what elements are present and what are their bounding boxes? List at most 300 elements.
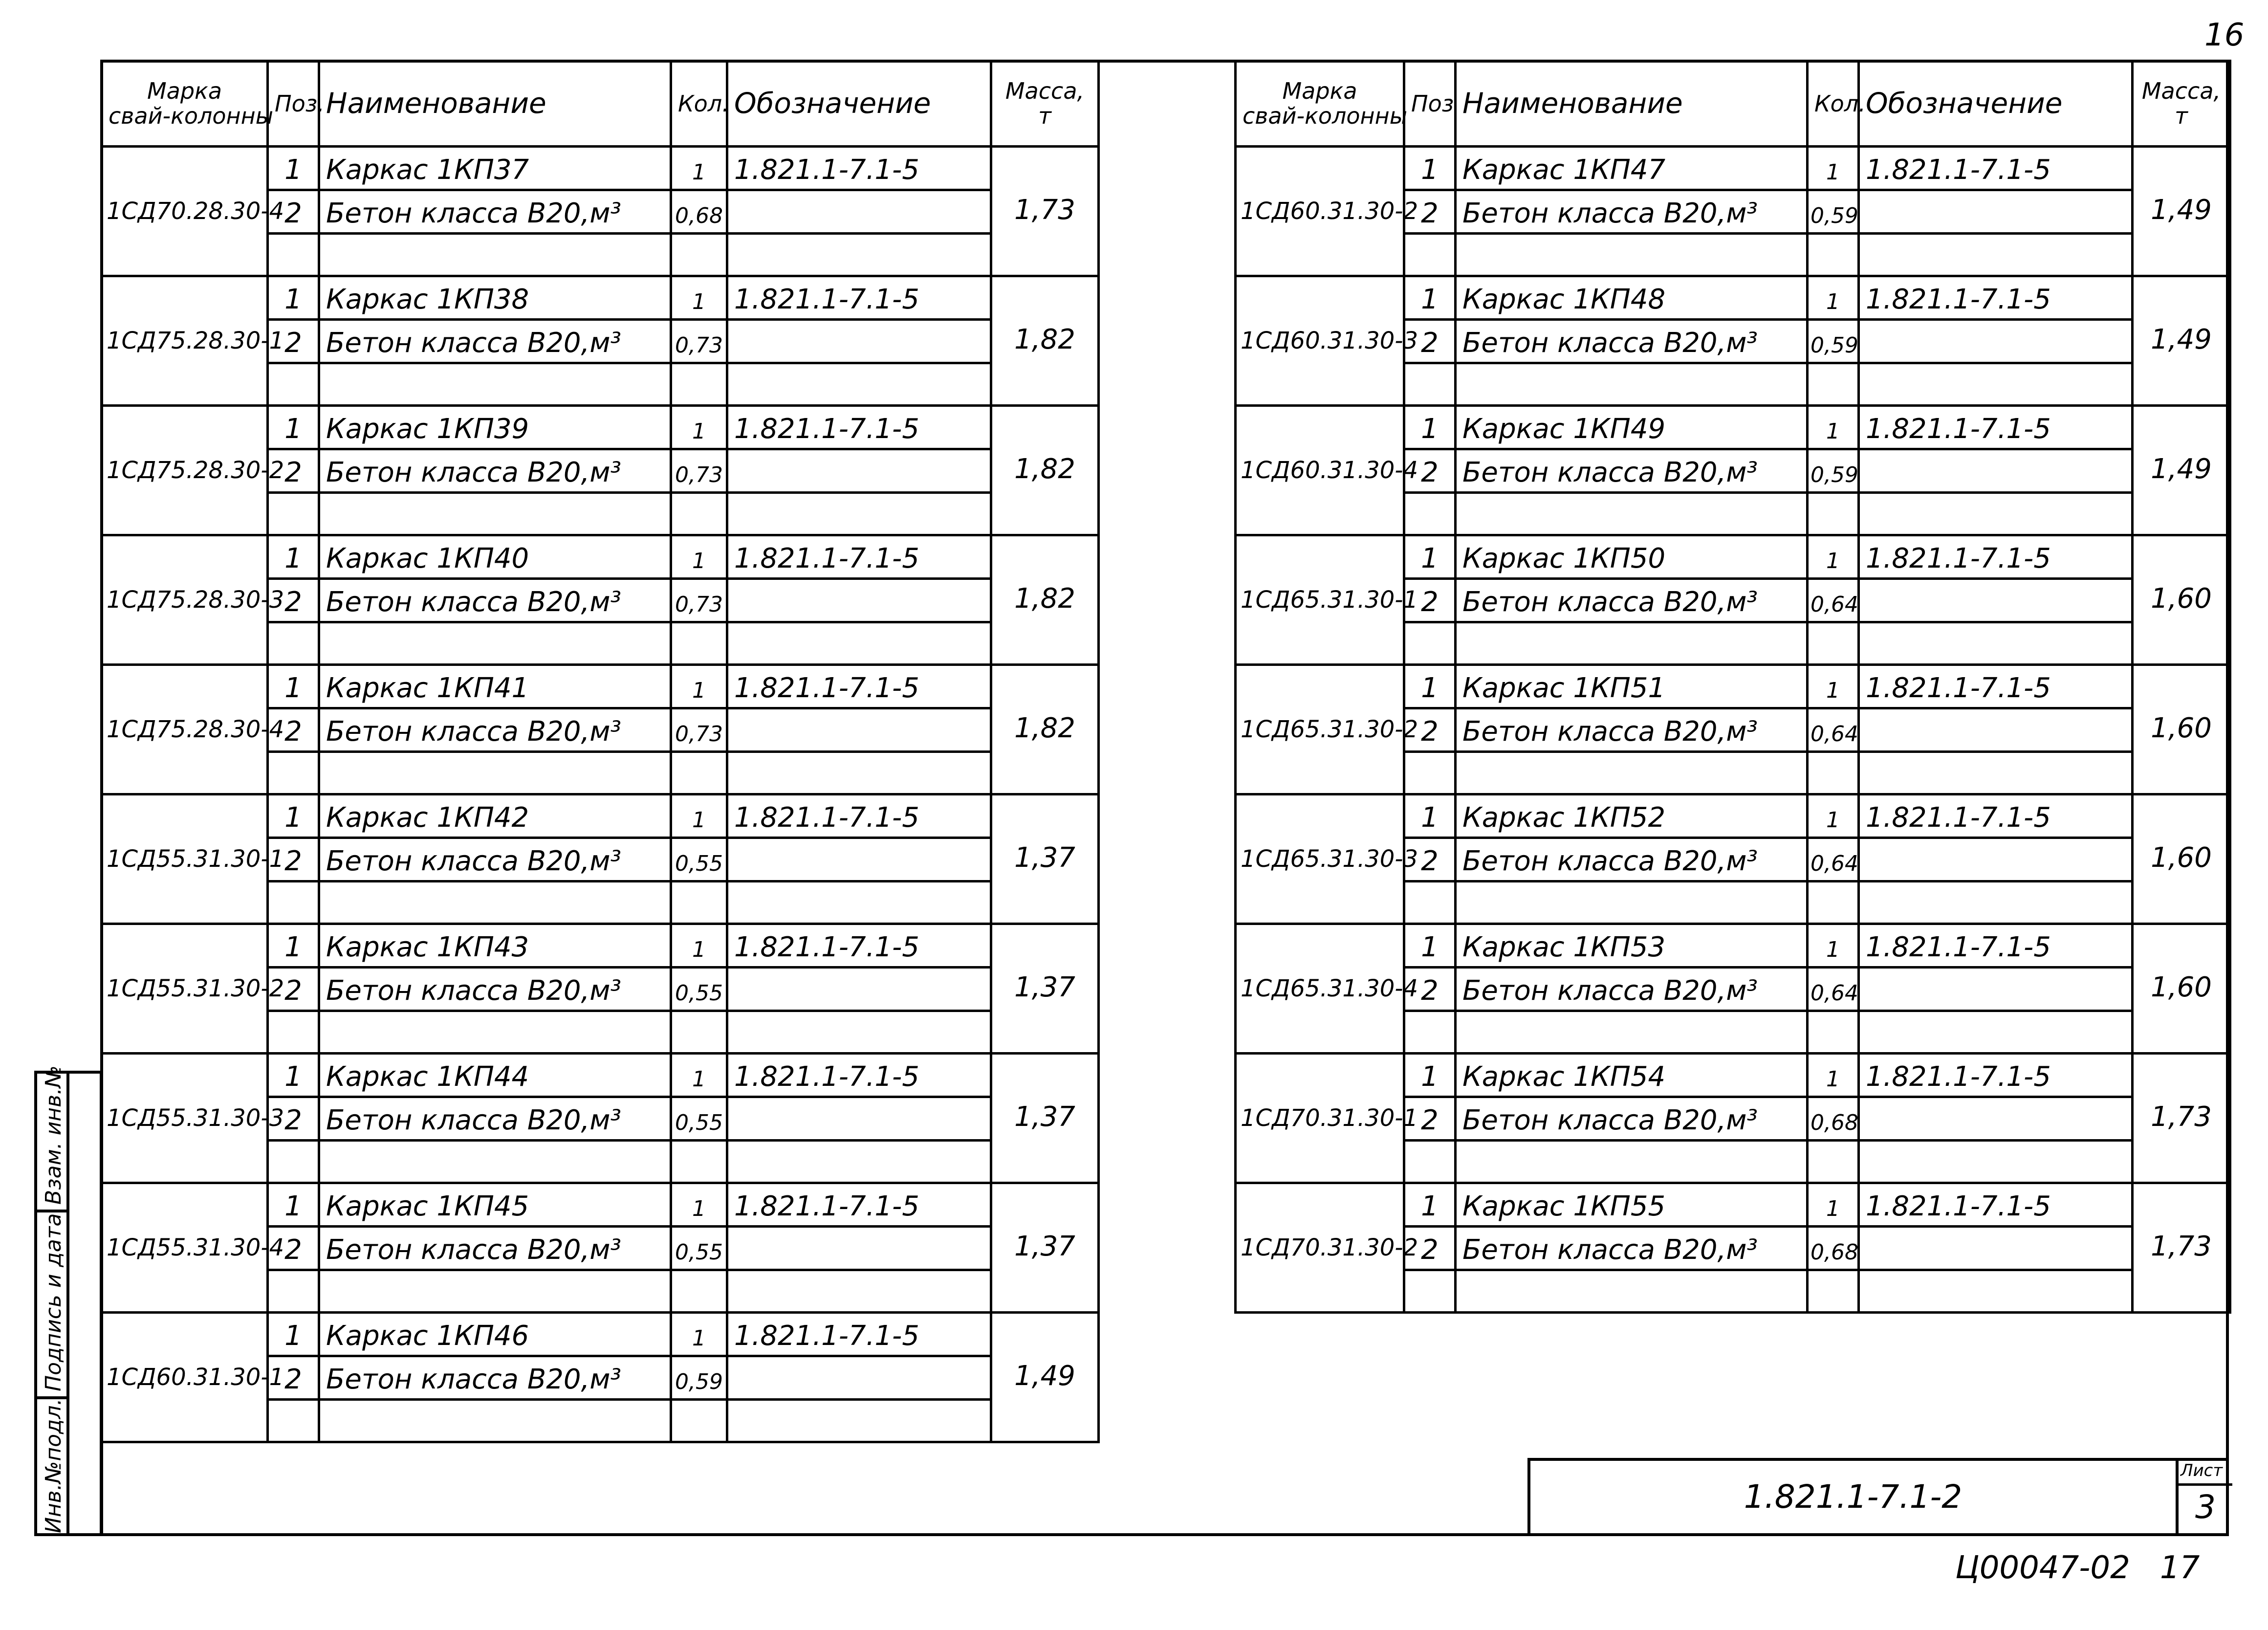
name-cell: Каркас 1КП47 bbox=[1456, 147, 1808, 190]
mass-cell: 1,60 bbox=[2133, 794, 2230, 924]
designation-cell bbox=[1859, 449, 2133, 493]
pos-cell bbox=[268, 363, 319, 406]
pos-cell: 2 bbox=[268, 1097, 319, 1141]
designation-cell bbox=[727, 1356, 991, 1400]
name-cell: Каркас 1КП46 bbox=[319, 1313, 671, 1356]
table-row bbox=[102, 924, 1099, 968]
designation-cell bbox=[1859, 234, 2133, 276]
qty-cell: 0,68 bbox=[1808, 1227, 1859, 1270]
name-cell: Бетон класса В20,м³ bbox=[1456, 838, 1808, 881]
designation-cell bbox=[727, 579, 991, 622]
name-cell: Бетон класса В20,м³ bbox=[319, 1356, 671, 1400]
pos-cell bbox=[268, 881, 319, 924]
header-marka bbox=[1236, 61, 1408, 147]
name-cell bbox=[319, 1270, 671, 1313]
mass-cell: 1,60 bbox=[2133, 665, 2230, 794]
mass-cell: 1,60 bbox=[2133, 535, 2230, 665]
name-cell: Бетон класса В20,м³ bbox=[319, 838, 671, 881]
right-table-header bbox=[1236, 61, 2230, 147]
designation-cell: 1.821.1-7.1-5 bbox=[1859, 147, 2133, 190]
designation-cell: 1.821.1-7.1-5 bbox=[1859, 406, 2133, 449]
mass-cell: 1,82 bbox=[991, 406, 1099, 535]
mass-cell: 1,37 bbox=[991, 1183, 1099, 1313]
table-row bbox=[102, 147, 1099, 190]
marka-cell: 1СД55.31.30-4 bbox=[102, 1183, 268, 1313]
name-cell bbox=[1456, 363, 1808, 406]
designation-cell bbox=[727, 838, 991, 881]
header-name: Наименование bbox=[319, 61, 671, 147]
qty-cell: 1 bbox=[1808, 1183, 1859, 1227]
pos-cell bbox=[1404, 1270, 1456, 1313]
table-row bbox=[1236, 1054, 2230, 1097]
marka-cell: 1СД65.31.30-1 bbox=[1236, 535, 1404, 665]
pos-cell: 2 bbox=[268, 708, 319, 752]
pos-cell bbox=[268, 752, 319, 794]
qty-cell: 1 bbox=[1808, 924, 1859, 968]
qty-cell bbox=[671, 1011, 727, 1054]
qty-cell bbox=[1808, 493, 1859, 535]
name-cell: Бетон класса В20,м³ bbox=[1456, 708, 1808, 752]
left-table-body bbox=[102, 147, 1099, 1442]
name-cell: Бетон класса В20,м³ bbox=[1456, 449, 1808, 493]
designation-cell bbox=[727, 320, 991, 363]
qty-cell: 0,64 bbox=[1808, 968, 1859, 1011]
designation-cell bbox=[1859, 752, 2133, 794]
marka-cell: 1СД60.31.30-4 bbox=[1236, 406, 1404, 535]
name-cell: Бетон класса В20,м³ bbox=[319, 708, 671, 752]
designation-cell bbox=[1859, 493, 2133, 535]
marka-cell: 1СД70.31.30-2 bbox=[1236, 1183, 1404, 1313]
qty-cell: 0,55 bbox=[671, 838, 727, 881]
designation-cell bbox=[1859, 622, 2133, 665]
designation-cell: 1.821.1-7.1-5 bbox=[1859, 1183, 2133, 1227]
qty-cell: 1 bbox=[1808, 1054, 1859, 1097]
pos-cell bbox=[1404, 234, 1456, 276]
name-cell: Бетон класса В20,м³ bbox=[319, 190, 671, 234]
header-marka bbox=[102, 61, 274, 147]
designation-cell: 1.821.1-7.1-5 bbox=[727, 665, 991, 708]
qty-cell: 1 bbox=[671, 1054, 727, 1097]
qty-cell: 1 bbox=[1808, 276, 1859, 320]
qty-cell bbox=[671, 1141, 727, 1183]
name-cell: Каркас 1КП37 bbox=[319, 147, 671, 190]
name-cell: Бетон класса В20,м³ bbox=[1456, 1227, 1808, 1270]
mass-cell: 1,73 bbox=[991, 147, 1099, 276]
header-name: Наименование bbox=[1456, 61, 1808, 147]
header-qty: Кол. bbox=[1808, 61, 1859, 147]
table-row bbox=[1236, 147, 2230, 190]
name-cell: Бетон класса В20,м³ bbox=[319, 1227, 671, 1270]
pos-cell bbox=[1404, 1141, 1456, 1183]
designation-cell: 1.821.1-7.1-5 bbox=[727, 1313, 991, 1356]
qty-cell: 0,68 bbox=[671, 190, 727, 234]
name-cell: Каркас 1КП39 bbox=[319, 406, 671, 449]
name-cell bbox=[319, 1141, 671, 1183]
pos-cell: 2 bbox=[268, 1356, 319, 1400]
qty-cell: 1 bbox=[671, 1183, 727, 1227]
designation-cell bbox=[727, 1141, 991, 1183]
designation-cell: 1.821.1-7.1-5 bbox=[727, 794, 991, 838]
pos-cell bbox=[268, 234, 319, 276]
header-designation: Обозначение bbox=[1859, 61, 2133, 147]
header-mass-line2: т bbox=[2175, 103, 2188, 129]
qty-cell: 0,55 bbox=[671, 1227, 727, 1270]
name-cell bbox=[319, 752, 671, 794]
pos-cell: 1 bbox=[268, 924, 319, 968]
name-cell: Каркас 1КП44 bbox=[319, 1054, 671, 1097]
name-cell: Каркас 1КП52 bbox=[1456, 794, 1808, 838]
designation-cell bbox=[727, 493, 991, 535]
side-stamp-divider bbox=[66, 1074, 69, 1533]
pos-cell: 1 bbox=[1404, 147, 1456, 190]
designation-cell bbox=[727, 363, 991, 406]
name-cell bbox=[1456, 234, 1808, 276]
pos-cell: 2 bbox=[1404, 320, 1456, 363]
qty-cell: 1 bbox=[1808, 406, 1859, 449]
designation-cell: 1.821.1-7.1-5 bbox=[727, 406, 991, 449]
qty-cell: 1 bbox=[671, 1313, 727, 1356]
right-spec-table bbox=[1234, 60, 2231, 1314]
pos-cell: 1 bbox=[1404, 794, 1456, 838]
pos-cell: 2 bbox=[268, 1227, 319, 1270]
vzam-inv-label: Взам. инв.№ bbox=[41, 1065, 66, 1205]
designation-cell bbox=[727, 622, 991, 665]
pos-cell bbox=[1404, 622, 1456, 665]
designation-cell bbox=[1859, 838, 2133, 881]
name-cell bbox=[319, 1400, 671, 1442]
name-cell: Бетон класса В20,м³ bbox=[319, 1097, 671, 1141]
mass-cell: 1,49 bbox=[2133, 147, 2230, 276]
designation-cell: 1.821.1-7.1-5 bbox=[1859, 276, 2133, 320]
pos-cell: 2 bbox=[1404, 708, 1456, 752]
pos-cell: 1 bbox=[1404, 406, 1456, 449]
table-row bbox=[102, 406, 1099, 449]
name-cell: Бетон класса В20,м³ bbox=[1456, 1097, 1808, 1141]
designation-cell: 1.821.1-7.1-5 bbox=[727, 276, 991, 320]
qty-cell bbox=[671, 1400, 727, 1442]
designation-cell bbox=[1859, 1011, 2133, 1054]
left-table-header bbox=[102, 61, 1099, 147]
qty-cell bbox=[1808, 881, 1859, 924]
name-cell: Каркас 1КП51 bbox=[1456, 665, 1808, 708]
name-cell bbox=[1456, 493, 1808, 535]
name-cell bbox=[1456, 1270, 1808, 1313]
name-cell: Бетон класса В20,м³ bbox=[1456, 968, 1808, 1011]
designation-cell bbox=[1859, 1097, 2133, 1141]
designation-cell bbox=[727, 190, 991, 234]
table-row bbox=[102, 794, 1099, 838]
designation-cell: 1.821.1-7.1-5 bbox=[1859, 1054, 2133, 1097]
header-mass-line1: Масса, bbox=[2141, 78, 2221, 105]
mass-cell: 1,82 bbox=[991, 535, 1099, 665]
qty-cell: 1 bbox=[1808, 535, 1859, 579]
pos-cell: 1 bbox=[268, 1183, 319, 1227]
pos-cell: 1 bbox=[268, 794, 319, 838]
mass-cell: 1,73 bbox=[2133, 1054, 2230, 1183]
name-cell: Бетон класса В20,м³ bbox=[319, 449, 671, 493]
pos-cell: 2 bbox=[1404, 1097, 1456, 1141]
name-cell: Каркас 1КП38 bbox=[319, 276, 671, 320]
qty-cell: 0,73 bbox=[671, 579, 727, 622]
pos-cell: 1 bbox=[1404, 1054, 1456, 1097]
header-mass-line2: т bbox=[1038, 103, 1051, 129]
table-row bbox=[1236, 1183, 2230, 1227]
pos-cell bbox=[1404, 881, 1456, 924]
name-cell bbox=[319, 234, 671, 276]
table-row bbox=[102, 535, 1099, 579]
name-cell: Бетон класса В20,м³ bbox=[1456, 190, 1808, 234]
designation-cell: 1.821.1-7.1-5 bbox=[1859, 924, 2133, 968]
qty-cell: 0,73 bbox=[671, 449, 727, 493]
mass-cell: 1,37 bbox=[991, 924, 1099, 1054]
pos-cell: 1 bbox=[268, 1054, 319, 1097]
pos-cell: 2 bbox=[268, 579, 319, 622]
pos-cell: 2 bbox=[1404, 449, 1456, 493]
designation-cell bbox=[1859, 708, 2133, 752]
designation-cell: 1.821.1-7.1-5 bbox=[727, 1054, 991, 1097]
designation-cell: 1.821.1-7.1-5 bbox=[727, 147, 991, 190]
designation-cell: 1.821.1-7.1-5 bbox=[1859, 665, 2133, 708]
name-cell bbox=[1456, 1141, 1808, 1183]
pos-cell: 2 bbox=[1404, 968, 1456, 1011]
sign-date-label: Подпись и дата bbox=[41, 1213, 66, 1391]
qty-cell: 0,59 bbox=[671, 1356, 727, 1400]
pos-cell bbox=[1404, 752, 1456, 794]
qty-cell bbox=[1808, 1141, 1859, 1183]
pos-cell: 2 bbox=[268, 968, 319, 1011]
header-marka-line1: Марка bbox=[1282, 78, 1357, 105]
inv-podl-label: Инв.№подл. bbox=[41, 1398, 66, 1533]
designation-cell bbox=[1859, 1141, 2133, 1183]
designation-cell bbox=[727, 449, 991, 493]
pos-cell: 2 bbox=[1404, 838, 1456, 881]
qty-cell: 0,73 bbox=[671, 320, 727, 363]
table-row bbox=[1236, 276, 2230, 320]
designation-cell bbox=[1859, 968, 2133, 1011]
name-cell: Каркас 1КП53 bbox=[1456, 924, 1808, 968]
marka-cell: 1СД75.28.30-4 bbox=[102, 665, 268, 794]
table-row bbox=[1236, 665, 2230, 708]
designation-cell: 1.821.1-7.1-5 bbox=[1859, 535, 2133, 579]
pos-cell: 1 bbox=[1404, 924, 1456, 968]
table-row bbox=[102, 665, 1099, 708]
marka-cell: 1СД60.31.30-3 bbox=[1236, 276, 1404, 406]
side-stamp bbox=[34, 1065, 103, 1536]
pos-cell bbox=[268, 622, 319, 665]
pos-cell: 1 bbox=[268, 147, 319, 190]
name-cell bbox=[1456, 622, 1808, 665]
pos-cell bbox=[268, 493, 319, 535]
name-cell bbox=[1456, 881, 1808, 924]
header-pos: Поз bbox=[1404, 61, 1456, 147]
name-cell bbox=[1456, 1011, 1808, 1054]
qty-cell: 1 bbox=[671, 535, 727, 579]
right-table-body bbox=[1236, 147, 2230, 1313]
marka-cell: 1СД55.31.30-1 bbox=[102, 794, 268, 924]
qty-cell: 1 bbox=[671, 665, 727, 708]
pos-cell: 2 bbox=[268, 838, 319, 881]
pos-cell: 1 bbox=[268, 1313, 319, 1356]
marka-cell: 1СД55.31.30-3 bbox=[102, 1054, 268, 1183]
marka-cell: 1СД75.28.30-1 bbox=[102, 276, 268, 406]
designation-cell bbox=[1859, 190, 2133, 234]
name-cell bbox=[1456, 752, 1808, 794]
marka-cell: 1СД65.31.30-3 bbox=[1236, 794, 1404, 924]
name-cell: Бетон класса В20,м³ bbox=[319, 320, 671, 363]
qty-cell: 0,68 bbox=[1808, 1097, 1859, 1141]
name-cell bbox=[319, 363, 671, 406]
qty-cell: 0,59 bbox=[1808, 449, 1859, 493]
qty-cell bbox=[1808, 1270, 1859, 1313]
sheet-box bbox=[2176, 1458, 2232, 1536]
qty-cell: 0,59 bbox=[1808, 320, 1859, 363]
qty-cell: 0,59 bbox=[1808, 190, 1859, 234]
mass-cell: 1,49 bbox=[2133, 276, 2230, 406]
name-cell bbox=[319, 1011, 671, 1054]
header-pos: Поз. bbox=[268, 61, 319, 147]
qty-cell bbox=[671, 493, 727, 535]
header-marka-line2: свай-колонны bbox=[109, 103, 274, 129]
marka-cell: 1СД70.28.30-4 bbox=[102, 147, 268, 276]
designation-cell bbox=[1859, 881, 2133, 924]
pos-cell bbox=[268, 1270, 319, 1313]
pos-cell: 2 bbox=[268, 320, 319, 363]
pos-cell bbox=[268, 1400, 319, 1442]
marka-cell: 1СД75.28.30-3 bbox=[102, 535, 268, 665]
header-designation: Обозначение bbox=[727, 61, 991, 147]
name-cell: Каркас 1КП45 bbox=[319, 1183, 671, 1227]
designation-cell bbox=[727, 1227, 991, 1270]
table-row bbox=[1236, 794, 2230, 838]
qty-cell bbox=[1808, 234, 1859, 276]
name-cell bbox=[319, 493, 671, 535]
table-row bbox=[102, 1054, 1099, 1097]
pos-cell: 2 bbox=[268, 190, 319, 234]
table-row bbox=[1236, 924, 2230, 968]
qty-cell bbox=[1808, 622, 1859, 665]
qty-cell: 0,73 bbox=[671, 708, 727, 752]
mass-cell: 1,82 bbox=[991, 665, 1099, 794]
designation-cell: 1.821.1-7.1-5 bbox=[1859, 794, 2133, 838]
table-row bbox=[102, 1183, 1099, 1227]
qty-cell: 1 bbox=[1808, 147, 1859, 190]
header-marka-line1: Марка bbox=[147, 78, 222, 105]
table-row bbox=[102, 1313, 1099, 1356]
name-cell: Каркас 1КП55 bbox=[1456, 1183, 1808, 1227]
qty-cell: 1 bbox=[1808, 794, 1859, 838]
qty-cell bbox=[671, 234, 727, 276]
name-cell: Каркас 1КП43 bbox=[319, 924, 671, 968]
designation-cell bbox=[727, 1270, 991, 1313]
designation-cell: 1.821.1-7.1-5 bbox=[727, 924, 991, 968]
qty-cell: 1 bbox=[1808, 665, 1859, 708]
designation-cell bbox=[727, 752, 991, 794]
marka-cell: 1СД70.31.30-1 bbox=[1236, 1054, 1404, 1183]
designation-cell bbox=[727, 1097, 991, 1141]
sheet-label-divider bbox=[2179, 1483, 2232, 1486]
qty-cell bbox=[671, 363, 727, 406]
designation-cell bbox=[727, 968, 991, 1011]
name-cell: Каркас 1КП40 bbox=[319, 535, 671, 579]
name-cell: Каркас 1КП50 bbox=[1456, 535, 1808, 579]
qty-cell bbox=[671, 622, 727, 665]
name-cell: Каркас 1КП42 bbox=[319, 794, 671, 838]
designation-cell bbox=[1859, 579, 2133, 622]
qty-cell: 1 bbox=[671, 276, 727, 320]
designation-cell bbox=[1859, 320, 2133, 363]
header-qty: Кол. bbox=[671, 61, 727, 147]
mass-cell: 1,49 bbox=[2133, 406, 2230, 535]
qty-cell: 1 bbox=[671, 924, 727, 968]
header-mass bbox=[2133, 61, 2230, 147]
table-row bbox=[102, 276, 1099, 320]
pos-cell: 1 bbox=[268, 535, 319, 579]
left-spec-table bbox=[100, 60, 1100, 1443]
marka-cell: 1СД60.31.30-1 bbox=[102, 1313, 268, 1442]
mass-cell: 1,49 bbox=[991, 1313, 1099, 1442]
designation-cell: 1.821.1-7.1-5 bbox=[727, 1183, 991, 1227]
name-cell: Бетон класса В20,м³ bbox=[1456, 579, 1808, 622]
qty-cell: 0,64 bbox=[1808, 838, 1859, 881]
footer-code: Ц00047-02 17 bbox=[1955, 1550, 2200, 1586]
qty-cell: 1 bbox=[671, 794, 727, 838]
name-cell: Бетон класса В20,м³ bbox=[319, 968, 671, 1011]
pos-cell: 1 bbox=[268, 276, 319, 320]
designation-cell bbox=[727, 234, 991, 276]
qty-cell bbox=[671, 752, 727, 794]
marka-cell: 1СД65.31.30-4 bbox=[1236, 924, 1404, 1054]
header-marka-line2: свай-колонны bbox=[1243, 103, 1408, 129]
title-block bbox=[1527, 1458, 2229, 1536]
name-cell: Каркас 1КП54 bbox=[1456, 1054, 1808, 1097]
name-cell: Каркас 1КП48 bbox=[1456, 276, 1808, 320]
name-cell bbox=[319, 881, 671, 924]
qty-cell bbox=[671, 1270, 727, 1313]
designation-cell bbox=[727, 1400, 991, 1442]
designation-cell bbox=[1859, 1227, 2133, 1270]
mass-cell: 1,82 bbox=[991, 276, 1099, 406]
header-mass bbox=[991, 61, 1099, 147]
qty-cell: 0,55 bbox=[671, 968, 727, 1011]
pos-cell bbox=[1404, 363, 1456, 406]
sheet-number: 3 bbox=[2195, 1488, 2216, 1526]
pos-cell bbox=[268, 1141, 319, 1183]
name-cell: Бетон класса В20,м³ bbox=[319, 579, 671, 622]
side-stamp-hline-1 bbox=[37, 1210, 66, 1212]
pos-cell bbox=[1404, 493, 1456, 535]
qty-cell bbox=[671, 881, 727, 924]
pos-cell: 2 bbox=[1404, 1227, 1456, 1270]
mass-cell: 1,37 bbox=[991, 1054, 1099, 1183]
pos-cell: 2 bbox=[268, 449, 319, 493]
designation-cell bbox=[1859, 363, 2133, 406]
designation-cell bbox=[727, 881, 991, 924]
qty-cell: 0,64 bbox=[1808, 708, 1859, 752]
qty-cell: 0,64 bbox=[1808, 579, 1859, 622]
designation-cell bbox=[727, 708, 991, 752]
header-mass-line1: Масса, bbox=[1005, 78, 1085, 105]
name-cell: Каркас 1КП49 bbox=[1456, 406, 1808, 449]
designation-cell bbox=[727, 1011, 991, 1054]
pos-cell: 2 bbox=[1404, 190, 1456, 234]
marka-cell: 1СД75.28.30-2 bbox=[102, 406, 268, 535]
mass-cell: 1,60 bbox=[2133, 924, 2230, 1054]
qty-cell: 1 bbox=[671, 147, 727, 190]
qty-cell bbox=[1808, 1011, 1859, 1054]
name-cell: Каркас 1КП41 bbox=[319, 665, 671, 708]
pos-cell bbox=[1404, 1011, 1456, 1054]
mass-cell: 1,37 bbox=[991, 794, 1099, 924]
